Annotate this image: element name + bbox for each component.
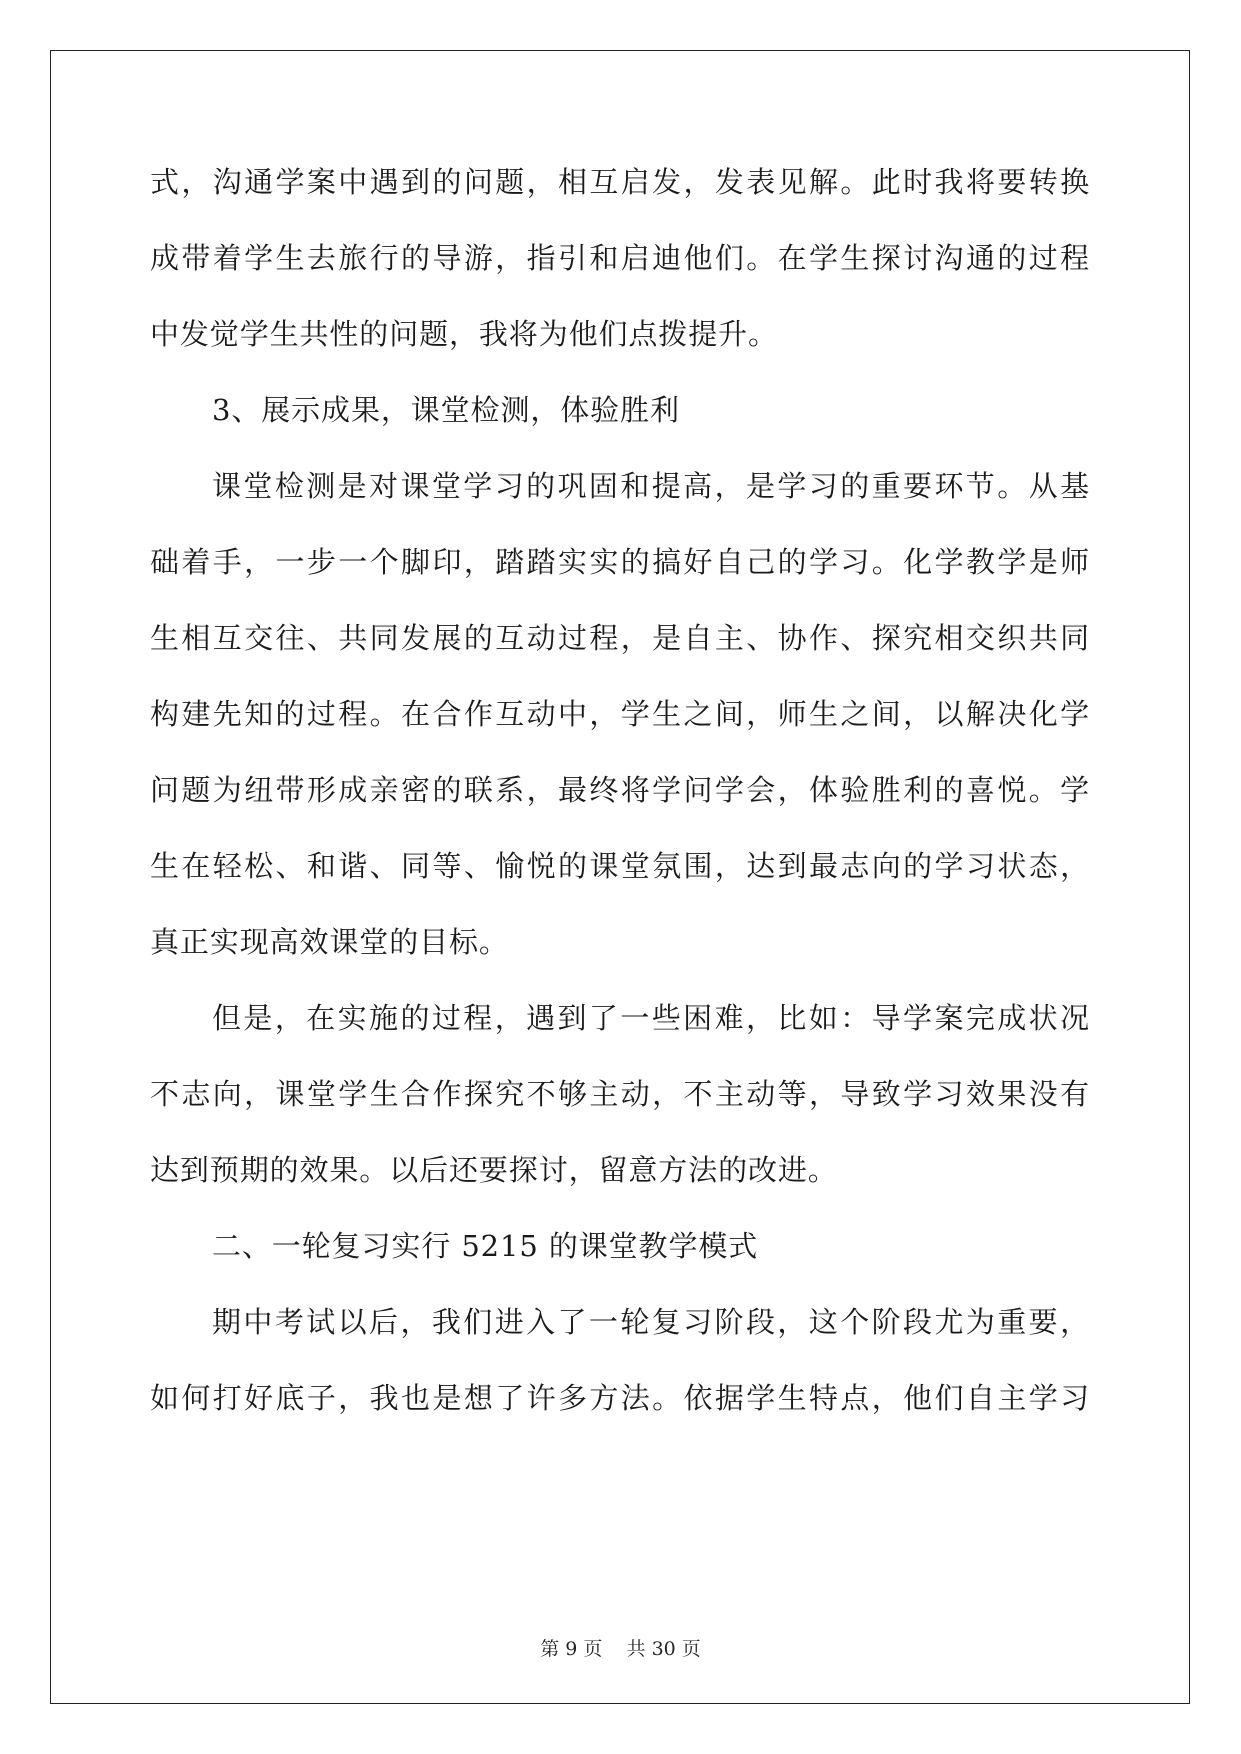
paragraph-line: 真正实现高效课堂的目标。 [150, 925, 509, 959]
section-heading: 二、一轮复习实行 5215 的课堂教学模式 [212, 1229, 759, 1263]
page-number: 第 9 页 共 30 页 [540, 1638, 701, 1660]
paragraph-line: 生在轻松、和谐、同等、愉悦的课堂氛围，达到最志向的学习状态， [150, 849, 1090, 883]
paragraph-line: 期中考试以后，我们进入了一轮复习阶段，这个阶段尤为重要， [212, 1305, 1090, 1339]
paragraph-line: 如何打好底子，我也是想了许多方法。依据学生特点，他们自主学习 [150, 1381, 1090, 1415]
document-body [150, 158, 1090, 1450]
paragraph-line: 生相互交往、共同发展的互动过程，是自主、协作、探究相交织共同 [150, 621, 1090, 655]
paragraph-line: 成带着学生去旅行的导游，指引和启迪他们。在学生探讨沟通的过程 [150, 241, 1090, 275]
paragraph-line: 课堂检测是对课堂学习的巩固和提高，是学习的重要环节。从基 [212, 469, 1090, 503]
paragraph-line: 达到预期的效果。以后还要探讨，留意方法的改进。 [150, 1153, 838, 1187]
paragraph-line: 式，沟通学案中遇到的问题，相互启发，发表见解。此时我将要转换 [150, 165, 1090, 199]
page-footer [0, 1634, 1241, 1661]
section-heading: 3、展示成果，课堂检测，体验胜利 [212, 393, 680, 427]
paragraph-line: 但是，在实施的过程，遇到了一些困难，比如：导学案完成状况 [212, 1001, 1090, 1035]
paragraph-line: 础着手，一步一个脚印，踏踏实实的搞好自己的学习。化学教学是师 [150, 545, 1090, 579]
paragraph-line: 中发觉学生共性的问题，我将为他们点拨提升。 [150, 317, 778, 351]
paragraph-line: 构建先知的过程。在合作互动中，学生之间，师生之间，以解决化学 [150, 697, 1090, 731]
paragraph-line: 问题为纽带形成亲密的联系，最终将学问学会，体验胜利的喜悦。学 [150, 773, 1090, 807]
paragraph-line: 不志向，课堂学生合作探究不够主动，不主动等，导致学习效果没有 [150, 1077, 1090, 1111]
